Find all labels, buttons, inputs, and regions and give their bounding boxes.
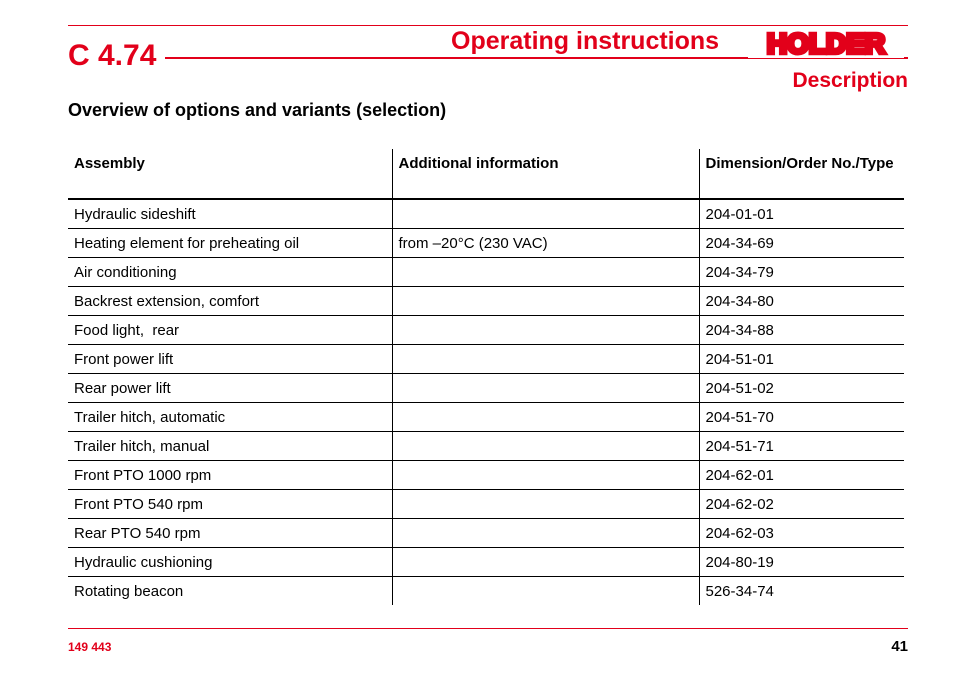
info-cell bbox=[392, 461, 699, 490]
holder-logo-graphic bbox=[748, 28, 904, 58]
table-row bbox=[68, 432, 904, 461]
info-cell bbox=[392, 577, 699, 606]
info-cell: from –20°C (230 VAC) bbox=[392, 229, 699, 258]
info-cell bbox=[392, 199, 699, 229]
table-row bbox=[68, 548, 904, 577]
table-row bbox=[68, 403, 904, 432]
footer-rule bbox=[68, 628, 908, 629]
order-no-cell: 204-62-02 bbox=[699, 490, 904, 519]
table-row bbox=[68, 490, 904, 519]
info-cell bbox=[392, 490, 699, 519]
holder-logo bbox=[748, 28, 904, 58]
order-no-cell: 204-51-02 bbox=[699, 374, 904, 403]
info-cell bbox=[392, 316, 699, 345]
table-header-row bbox=[68, 149, 904, 199]
order-no-cell: 204-34-80 bbox=[699, 287, 904, 316]
assembly-cell: Rotating beacon bbox=[74, 582, 184, 600]
table-row bbox=[68, 258, 904, 287]
info-cell bbox=[392, 548, 699, 577]
table-row bbox=[68, 374, 904, 403]
order-no-cell: 204-34-79 bbox=[699, 258, 904, 287]
table-row bbox=[68, 199, 904, 229]
assembly-cell: Rear power lift bbox=[68, 374, 392, 403]
col-header-assembly: Assembly bbox=[68, 149, 392, 199]
order-no-cell: 204-62-03 bbox=[699, 519, 904, 548]
order-no-cell: 204-34-88 bbox=[699, 316, 904, 345]
order-no-cell: 526-34-74 bbox=[699, 577, 904, 606]
order-no-cell: 204-34-69 bbox=[699, 229, 904, 258]
order-no-cell: 204-62-01 bbox=[699, 461, 904, 490]
order-no-cell: 204-01-01 bbox=[699, 199, 904, 229]
info-cell bbox=[392, 287, 699, 316]
table-row bbox=[68, 461, 904, 490]
holder-logo-text: HOLDER bbox=[766, 28, 886, 58]
assembly-cell: Trailer hitch, automatic bbox=[68, 403, 392, 432]
assembly-cell: Hydraulic sideshift bbox=[68, 199, 392, 229]
table-row bbox=[68, 345, 904, 374]
info-cell bbox=[392, 403, 699, 432]
header-top-rule bbox=[68, 25, 908, 26]
assembly-cell: Heating element for preheating oil bbox=[68, 229, 392, 258]
order-no-cell: 204-80-19 bbox=[699, 548, 904, 577]
model-number: C 4.74 bbox=[68, 39, 157, 72]
order-no-cell: 204-51-01 bbox=[699, 345, 904, 374]
assembly-cell: Food light, rear bbox=[68, 316, 392, 345]
table-row bbox=[68, 577, 904, 606]
assembly-cell: Backrest extension, comfort bbox=[68, 287, 392, 316]
assembly-cell: Front power lift bbox=[68, 345, 392, 374]
assembly-cell: Rear PTO 540 rpm bbox=[68, 519, 392, 548]
page-number: 41 bbox=[891, 638, 908, 655]
document-title: Operating instructions bbox=[451, 27, 725, 55]
assembly-cell: Air conditioning bbox=[68, 258, 392, 287]
table-row bbox=[68, 229, 904, 258]
options-table bbox=[68, 149, 904, 605]
order-no-cell: 204-51-71 bbox=[699, 432, 904, 461]
info-cell bbox=[392, 258, 699, 287]
assembly-cell: Trailer hitch, manual bbox=[68, 432, 392, 461]
order-no-cell: 204-51-70 bbox=[699, 403, 904, 432]
table-row bbox=[68, 519, 904, 548]
info-cell bbox=[392, 432, 699, 461]
info-cell bbox=[392, 345, 699, 374]
assembly-cell: Hydraulic cushioning bbox=[68, 548, 392, 577]
section-title: Description bbox=[792, 69, 908, 92]
assembly-cell: Front PTO 540 rpm bbox=[68, 490, 392, 519]
table-row bbox=[68, 316, 904, 345]
assembly-cell: Front PTO 1000 rpm bbox=[68, 461, 392, 490]
col-header-order-no: Dimension/Order No./Type bbox=[699, 149, 904, 199]
info-cell bbox=[392, 374, 699, 403]
info-cell bbox=[392, 519, 699, 548]
col-header-additional-info: Additional information bbox=[392, 149, 699, 199]
page-subtitle: Overview of options and variants (selection) bbox=[68, 100, 447, 120]
document-number: 149 443 bbox=[68, 640, 112, 654]
table-row bbox=[68, 287, 904, 316]
